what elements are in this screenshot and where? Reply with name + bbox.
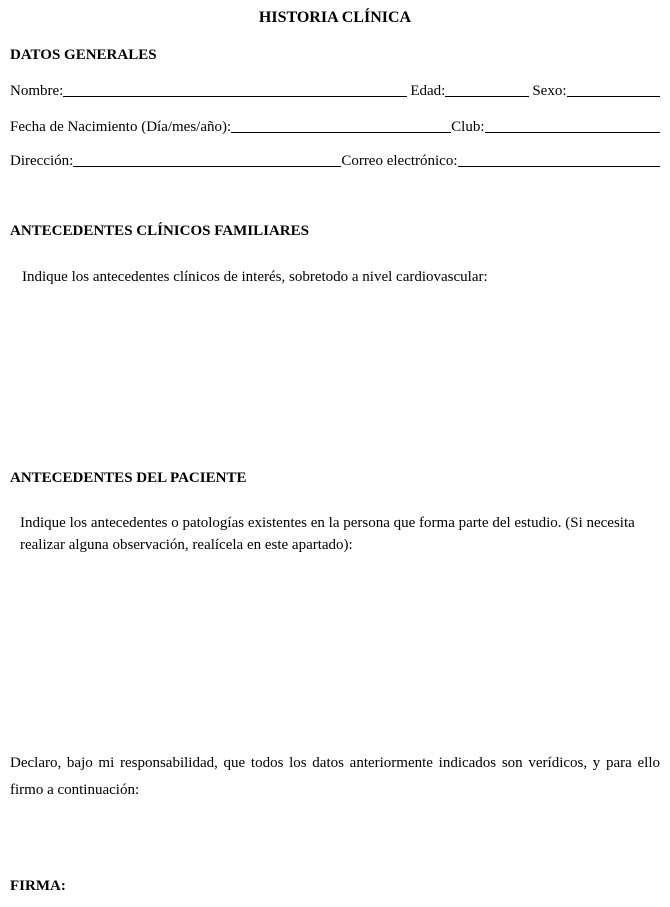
signature-label: FIRMA: bbox=[10, 878, 66, 894]
email-field[interactable] bbox=[458, 152, 660, 167]
birth-club-row bbox=[10, 118, 660, 136]
name-label: Nombre: bbox=[10, 83, 64, 99]
name-age-sex-row bbox=[10, 82, 660, 100]
sex-field[interactable] bbox=[567, 82, 661, 97]
email-label: Correo electrónico: bbox=[341, 153, 458, 169]
family-history-answer-area[interactable] bbox=[22, 292, 652, 452]
declaration-text: Declaro, bajo mi responsabilidad, que todos los datos anteriormente indicados son verídicos, y para ello firmo a continuación: bbox=[10, 755, 660, 798]
address-field[interactable] bbox=[73, 152, 341, 167]
club-field[interactable] bbox=[485, 118, 660, 133]
patient-history-prompt: Indique los antecedentes o patologías existentes en la persona que forma parte del estudio. (Si necesita realizar alguna observación, realícela en este apartado): bbox=[20, 515, 635, 553]
address-email-row bbox=[10, 152, 660, 170]
family-history-prompt: Indique los antecedentes clínicos de interés, sobretodo a nivel cardiovascular: bbox=[22, 269, 488, 285]
document-title: HISTORIA CLÍNICA bbox=[258, 9, 412, 26]
age-field[interactable] bbox=[445, 82, 529, 97]
name-field[interactable] bbox=[63, 82, 407, 97]
club-label: Club: bbox=[451, 119, 485, 135]
address-label: Dirección: bbox=[10, 153, 74, 169]
patient-history-answer-area[interactable] bbox=[20, 562, 660, 732]
family-history-heading: ANTECEDENTES CLÍNICOS FAMILIARES bbox=[10, 223, 309, 239]
sex-label: Sexo: bbox=[532, 83, 567, 99]
age-label: Edad: bbox=[410, 83, 446, 99]
birth-date-field[interactable] bbox=[231, 118, 451, 133]
general-data-heading: DATOS GENERALES bbox=[10, 47, 157, 63]
patient-history-heading: ANTECEDENTES DEL PACIENTE bbox=[10, 470, 247, 486]
birth-date-label: Fecha de Nacimiento (Día/mes/año): bbox=[10, 119, 232, 135]
